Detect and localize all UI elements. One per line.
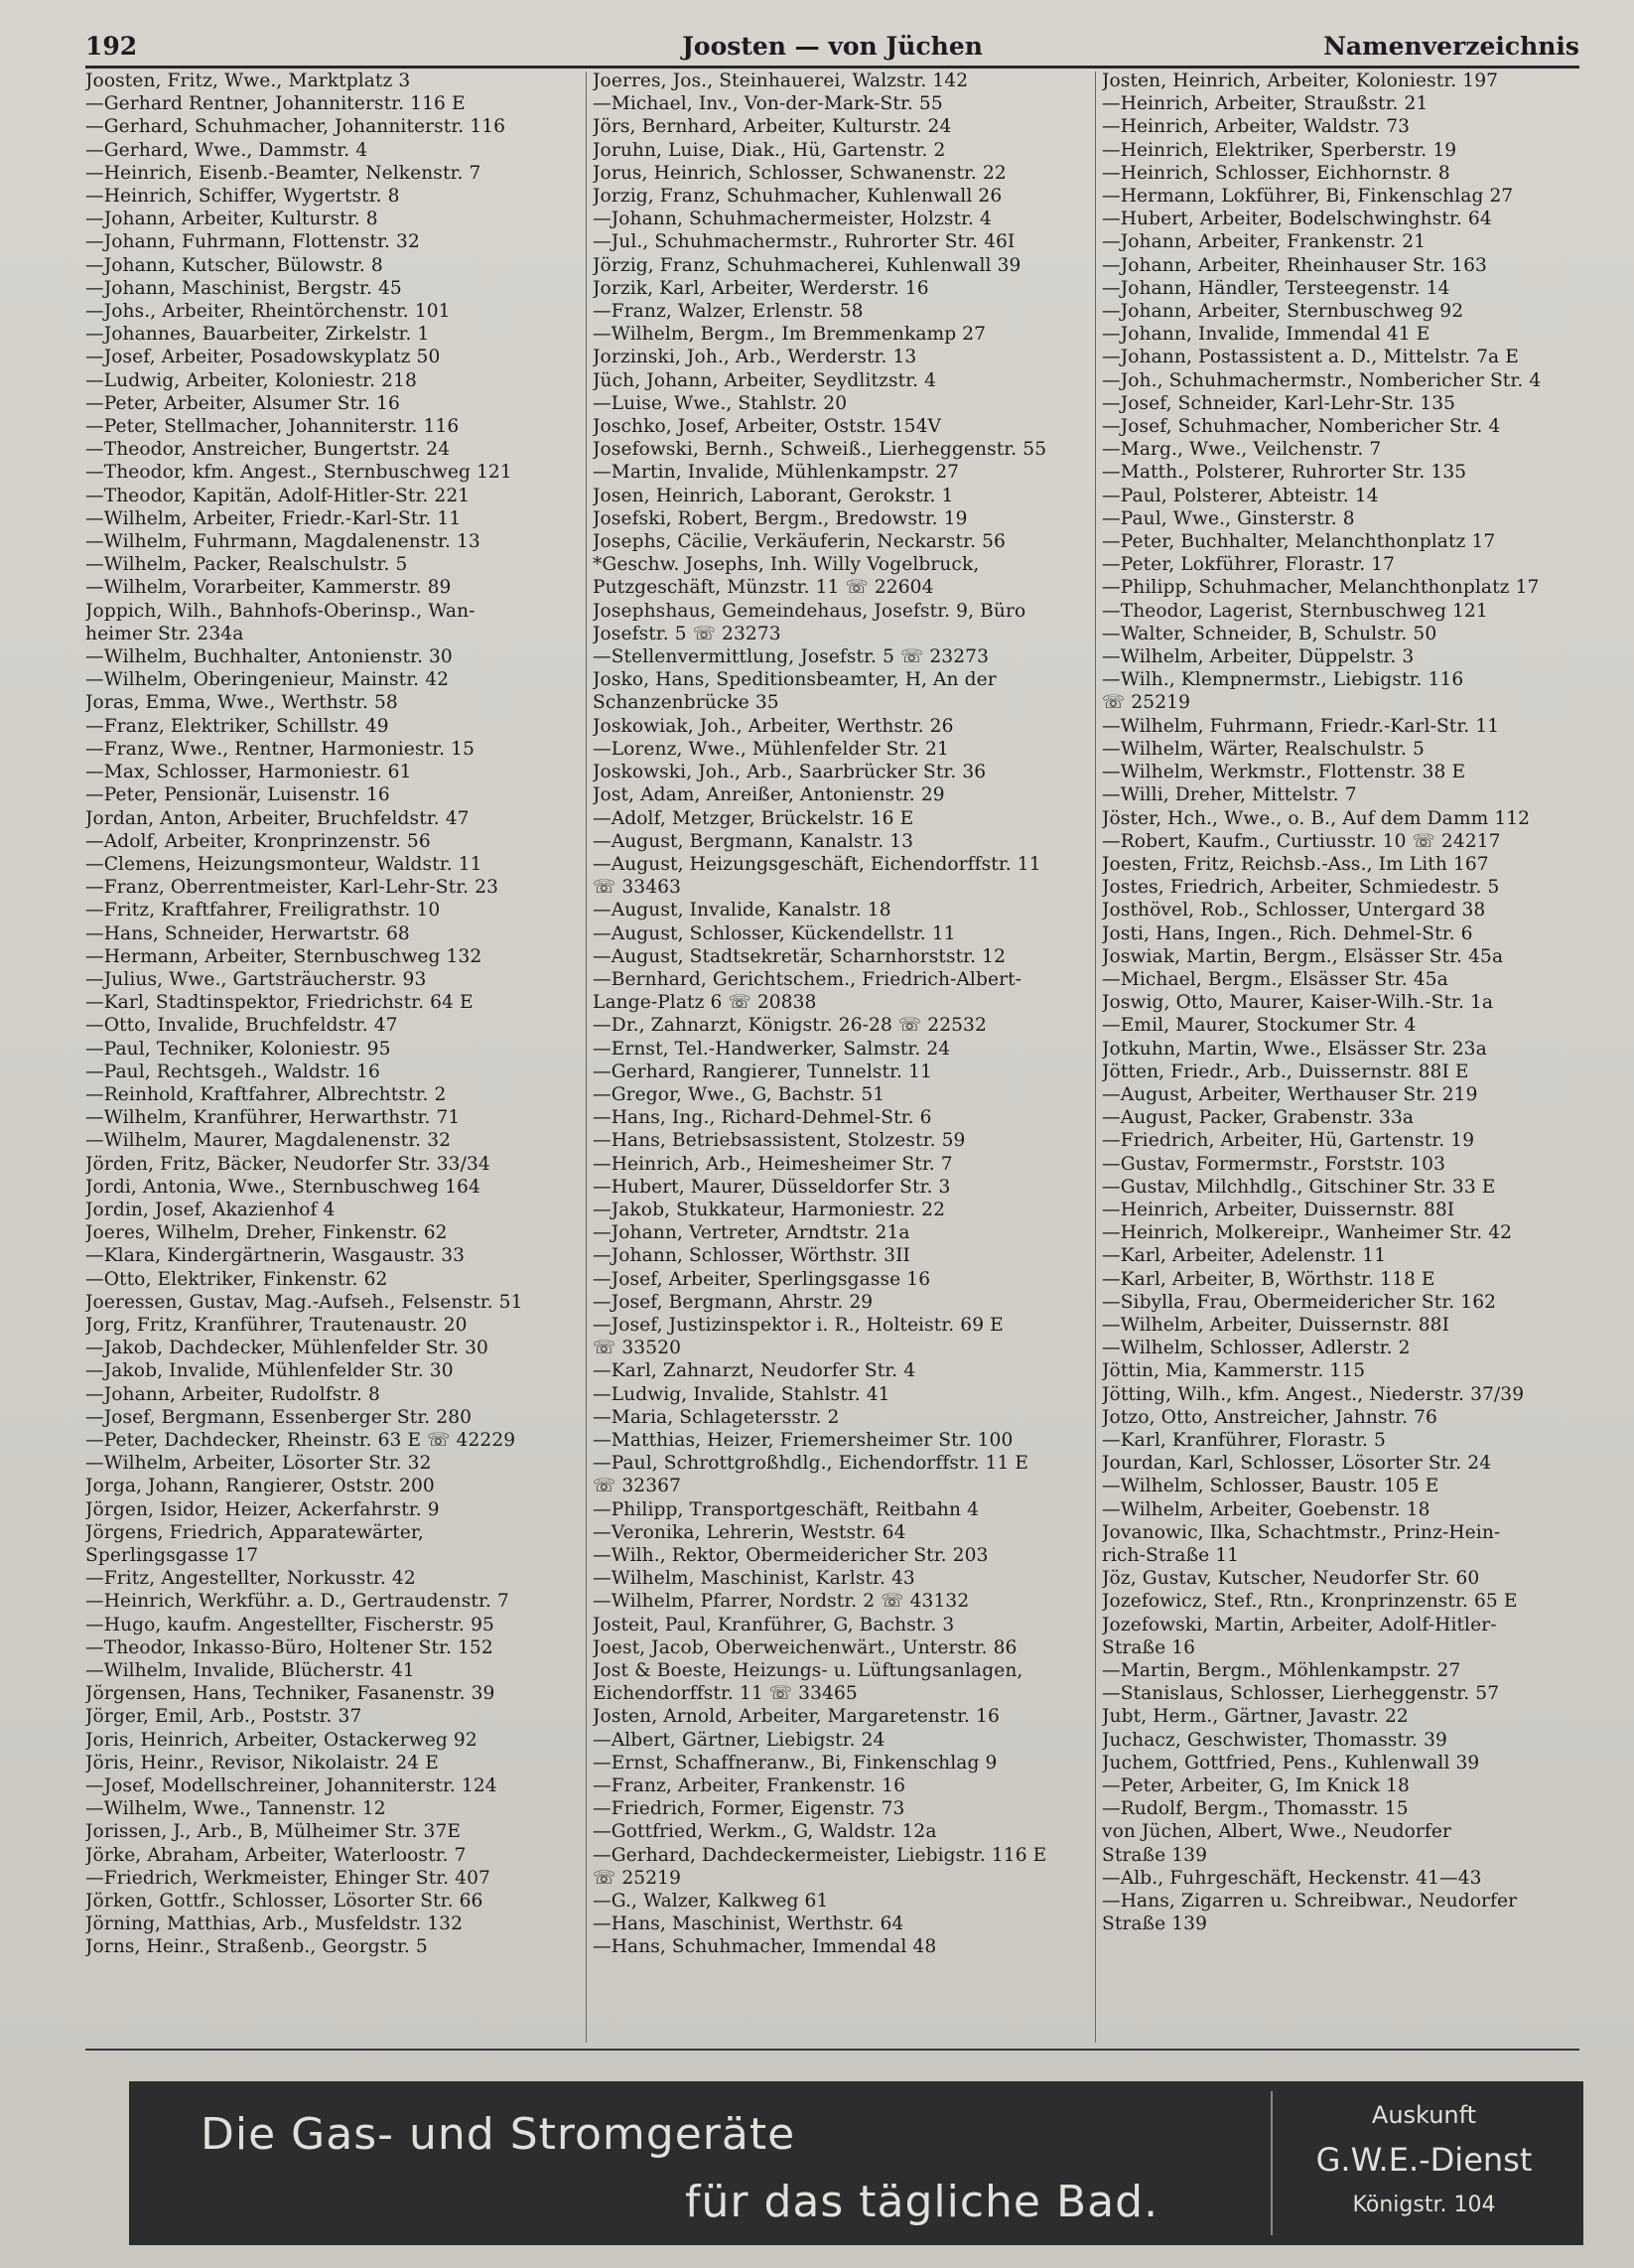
footer-rule [85, 2049, 1579, 2051]
directory-entry: —Wilhelm, Kranführer, Herwarthstr. 71 [85, 1107, 461, 1129]
directory-entry: —Wilhelm, Werkmstr., Flottenstr. 38 E [1102, 762, 1466, 783]
directory-entry: —Wilhelm, Maschinist, Karlstr. 43 [593, 1568, 915, 1590]
directory-entry: Jorzik, Karl, Arbeiter, Werderstr. 16 [593, 277, 929, 299]
directory-entry: Jorns, Heinr., Straßenb., Georgstr. 5 [85, 1936, 428, 1958]
directory-entry: —Marg., Wwe., Veilchenstr. 7 [1102, 439, 1382, 461]
directory-entry: Jörken, Gottfr., Schlosser, Lösorter Str. 66 [85, 1891, 483, 1913]
directory-entry: —Johannes, Bauarbeiter, Zirkelstr. 1 [85, 324, 430, 346]
directory-entry: —Hermann, Arbeiter, Sternbuschweg 132 [85, 945, 482, 967]
directory-entry: —Wilhelm, Arbeiter, Friedr.-Karl-Str. 11 [85, 507, 462, 529]
directory-entry: —August, Stadtsekretär, Scharnhorststr. 12 [593, 945, 1006, 967]
directory-entry: —Adolf, Arbeiter, Kronprinzenstr. 56 [85, 830, 431, 852]
directory-entry: —Heinrich, Schlosser, Eichhornstr. 8 [1102, 162, 1450, 184]
directory-entry: —Ludwig, Invalide, Stahlstr. 41 [593, 1383, 890, 1405]
directory-entry: Jubt, Herm., Gärtner, Javastr. 22 [1102, 1706, 1409, 1728]
page-header [85, 26, 1579, 64]
ad-info-name: G.W.E.-Dienst [1315, 2141, 1533, 2179]
directory-entry: ☏ 33463 [593, 877, 682, 899]
directory-entry: —Ernst, Tel.-Handwerker, Salmstr. 24 [593, 1038, 951, 1060]
directory-entry: —Heinrich, Arbeiter, Waldstr. 73 [1102, 116, 1411, 138]
directory-entry: —Josef, Bergmann, Essenberger Str. 280 [85, 1406, 473, 1428]
directory-entry: Lange-Platz 6 ☏ 20838 [593, 992, 817, 1014]
directory-entry: Jöz, Gustav, Kutscher, Neudorfer Str. 60 [1102, 1568, 1480, 1590]
directory-entry: —Peter, Arbeiter, G, Im Knick 18 [1102, 1775, 1410, 1797]
directory-entry: —Karl, Kranführer, Florastr. 5 [1102, 1429, 1386, 1451]
directory-entry: Straße 139 [1102, 1844, 1208, 1866]
directory-entry: —Franz, Wwe., Rentner, Harmoniestr. 15 [85, 738, 475, 760]
directory-entry: —Reinhold, Kraftfahrer, Albrechtstr. 2 [85, 1083, 447, 1105]
directory-entry: —Wilhelm, Schlosser, Baustr. 105 E [1102, 1476, 1439, 1497]
directory-entry: —Emil, Maurer, Stockumer Str. 4 [1102, 1015, 1417, 1037]
directory-entry: —Theodor, Anstreicher, Bungertstr. 24 [85, 439, 451, 461]
directory-entry: —Johann, Arbeiter, Kulturstr. 8 [85, 209, 378, 230]
directory-entry: —Peter, Buchhalter, Melanchthonplatz 17 [1102, 531, 1496, 553]
column-divider [1095, 71, 1096, 2043]
directory-entry: —Johann, Händler, Tersteegenstr. 14 [1102, 277, 1450, 299]
directory-entry: —Paul, Schrottgroßhdlg., Eichendorffstr. 11 E [593, 1453, 1029, 1475]
directory-entry: —Wilhelm, Arbeiter, Duissernstr. 88I [1102, 1314, 1450, 1336]
directory-entry: ☏ 33520 [593, 1338, 682, 1359]
directory-entry: —Wilhelm, Vorarbeiter, Kammerstr. 89 [85, 577, 452, 599]
directory-entry: —Jakob, Stukkateur, Harmoniestr. 22 [593, 1199, 946, 1220]
directory-entry: —Clemens, Heizungsmonteur, Waldstr. 11 [85, 853, 482, 875]
directory-entry: Josten, Heinrich, Arbeiter, Koloniestr. 197 [1102, 71, 1499, 91]
directory-entry: Jozefowski, Martin, Arbeiter, Adolf-Hitler- [1102, 1614, 1497, 1635]
directory-entry: —Martin, Invalide, Mühlenkampstr. 27 [593, 462, 960, 484]
directory-entry: —Gerhard, Dachdeckermeister, Liebigstr. 116 E [593, 1844, 1047, 1866]
directory-entry: —Sibylla, Frau, Obermeidericher Str. 162 [1102, 1291, 1497, 1313]
directory-entry: —Hans, Schuhmacher, Immendal 48 [593, 1936, 937, 1958]
directory-entry: —Wilhelm, Pfarrer, Nordstr. 2 ☏ 43132 [593, 1591, 970, 1613]
directory-entry: —Gottfried, Werkm., G, Waldstr. 12a [593, 1821, 937, 1843]
directory-entry: Joswig, Otto, Maurer, Kaiser-Wilh.-Str. 1a [1102, 992, 1494, 1014]
directory-entry: —August, Arbeiter, Werthauser Str. 219 [1102, 1083, 1478, 1105]
directory-entry: Joosten, Fritz, Wwe., Marktplatz 3 [85, 71, 411, 91]
directory-entry: —Wilhelm, Arbeiter, Lösorter Str. 32 [85, 1453, 432, 1475]
directory-entry: Josefstr. 5 ☏ 23273 [593, 623, 781, 644]
directory-entry: —Franz, Arbeiter, Frankenstr. 16 [593, 1775, 906, 1797]
directory-entry: —Johann, Maschinist, Bergstr. 45 [85, 277, 402, 299]
directory-entry: Schanzenbrücke 35 [593, 692, 779, 714]
directory-entry: —Wilhelm, Buchhalter, Antonienstr. 30 [85, 646, 453, 668]
directory-entry: Jörger, Emil, Arb., Poststr. 37 [85, 1706, 362, 1728]
directory-entry: —Michael, Inv., Von-der-Mark-Str. 55 [593, 93, 943, 115]
directory-entry: —Hugo, kaufm. Angestellter, Fischerstr. 95 [85, 1614, 494, 1635]
directory-entry: Jorga, Johann, Rangierer, Oststr. 200 [85, 1476, 435, 1497]
directory-entry: Josen, Heinrich, Laborant, Gerokstr. 1 [593, 485, 954, 506]
directory-entry: Jotkuhn, Martin, Wwe., Elsässer Str. 23a [1102, 1038, 1487, 1060]
directory-entry: Josten, Arnold, Arbeiter, Margaretenstr. 16 [593, 1706, 1000, 1728]
directory-entry: Juchacz, Geschwister, Thomasstr. 39 [1102, 1729, 1447, 1751]
directory-entry: —August, Invalide, Kanalstr. 18 [593, 900, 891, 921]
directory-entry: —Peter, Stellmacher, Johanniterstr. 116 [85, 416, 460, 438]
directory-entry: —Johann, Arbeiter, Rudolfstr. 8 [85, 1383, 380, 1405]
directory-entry: —August, Schlosser, Kückendellstr. 11 [593, 922, 956, 944]
directory-entry: —Josef, Schneider, Karl-Lehr-Str. 135 [1102, 392, 1456, 414]
directory-entry: —Wilhelm, Oberingenieur, Mainstr. 42 [85, 669, 450, 691]
directory-entry: —Karl, Zahnarzt, Neudorfer Str. 4 [593, 1360, 916, 1382]
directory-entry: —Theodor, Lagerist, Sternbuschweg 121 [1102, 600, 1488, 622]
directory-entry: —Robert, Kaufm., Curtiusstr. 10 ☏ 24217 [1102, 830, 1501, 852]
directory-entry: —Matth., Polsterer, Ruhrorter Str. 135 [1102, 462, 1467, 484]
directory-entry: Joest, Jacob, Oberweichenwärt., Unterstr. 86 [593, 1636, 1018, 1658]
page-number: 192 [85, 32, 138, 61]
directory-entry: —Franz, Walzer, Erlenstr. 58 [593, 301, 864, 323]
directory-entry: —Wilh., Rektor, Obermeidericher Str. 203 [593, 1545, 989, 1566]
directory-entry: Jörke, Abraham, Arbeiter, Waterloostr. 7 [85, 1844, 467, 1866]
directory-entry: —Ludwig, Arbeiter, Koloniestr. 218 [85, 369, 417, 391]
directory-entry: Josefski, Robert, Bergm., Bredowstr. 19 [593, 507, 968, 529]
running-title: Joosten — von Jüchen [682, 32, 983, 61]
header-rule [85, 66, 1579, 69]
directory-entry: —Gustav, Milchhdlg., Gitschiner Str. 33 E [1102, 1176, 1496, 1198]
directory-entry: Straße 139 [1102, 1914, 1208, 1935]
column-2 [593, 70, 1089, 2046]
directory-entry: —Johann, Arbeiter, Sternbuschweg 92 [1102, 301, 1464, 323]
directory-entry: —Peter, Arbeiter, Alsumer Str. 16 [85, 392, 400, 414]
directory-entry: Jordan, Anton, Arbeiter, Bruchfeldstr. 47 [85, 807, 470, 829]
directory-entry: —Johann, Vertreter, Arndtstr. 21a [593, 1222, 910, 1244]
directory-entry: —Heinrich, Werkführ. a. D., Gertraudenstr. 7 [85, 1591, 509, 1613]
directory-entry: —Wilhelm, Schlosser, Adlerstr. 2 [1102, 1338, 1411, 1359]
directory-entry: Jötting, Wilh., kfm. Angest., Niederstr. 37/39 [1102, 1383, 1525, 1405]
directory-entry: —Wilhelm, Arbeiter, Goebenstr. 18 [1102, 1498, 1430, 1520]
directory-entry: —Maria, Schlagetersstr. 2 [593, 1406, 840, 1428]
directory-entry: —Klara, Kindergärtnerin, Wasgaustr. 33 [85, 1245, 466, 1267]
directory-entry: —Veronika, Lehrerin, Weststr. 64 [593, 1521, 906, 1543]
directory-entry: —Hans, Schneider, Herwartstr. 68 [85, 922, 410, 944]
directory-entry: —Heinrich, Arbeiter, Duissernstr. 88I [1102, 1199, 1455, 1220]
directory-entry: —Johann, Fuhrmann, Flottenstr. 32 [85, 231, 420, 253]
directory-entry: —Ernst, Schaffneranw., Bi, Finkenschlag 9 [593, 1752, 998, 1773]
directory-entry: —Joh., Schuhmachermstr., Nombericher Str. 4 [1102, 369, 1542, 391]
ad-info-label: Auskunft [1371, 2101, 1477, 2129]
directory-entry: Jost, Adam, Anreißer, Antonienstr. 29 [593, 784, 945, 806]
directory-entry: —Johs., Arbeiter, Rheintörchenstr. 101 [85, 301, 451, 323]
directory-entry: —Heinrich, Molkereipr., Wanheimer Str. 42 [1102, 1222, 1513, 1244]
directory-entry: —Peter, Dachdecker, Rheinstr. 63 E ☏ 42229 [85, 1429, 516, 1451]
directory-entry: Jourdan, Karl, Schlosser, Lösorter Str. 24 [1102, 1453, 1492, 1475]
directory-entry: —Peter, Pensionär, Luisenstr. 16 [85, 784, 390, 806]
directory-entry: Josefowski, Bernh., Schweiß., Lierheggenstr. 55 [593, 439, 1047, 461]
directory-entry: *Geschw. Josephs, Inh. Willy Vogelbruck, [593, 554, 980, 576]
ad-line-1: Die Gas- und Stromgeräte [201, 2109, 796, 2160]
directory-entry: —Philipp, Transportgeschäft, Reitbahn 4 [593, 1498, 979, 1520]
directory-entry: —August, Heizungsgeschäft, Eichendorffstr. 11 [593, 853, 1041, 875]
directory-entry: —Paul, Wwe., Ginsterstr. 8 [1102, 507, 1355, 529]
directory-entry: —Paul, Rechtsgeh., Waldstr. 16 [85, 1061, 380, 1082]
directory-entry: Joschko, Josef, Arbeiter, Oststr. 154V [593, 416, 942, 438]
directory-entry: Josti, Hans, Ingen., Rich. Dehmel-Str. 6 [1102, 922, 1473, 944]
directory-entry: —Wilhelm, Packer, Realschulstr. 5 [85, 554, 408, 576]
directory-entry: —Wilhelm, Fuhrmann, Magdalenenstr. 13 [85, 531, 480, 553]
directory-entry: —August, Packer, Grabenstr. 33a [1102, 1107, 1415, 1129]
directory-entry: —Philipp, Schuhmacher, Melanchthonplatz 17 [1102, 577, 1540, 599]
directory-entry: —Lorenz, Wwe., Mühlenfelder Str. 21 [593, 738, 949, 760]
ad-line-2: für das tägliche Bad. [685, 2177, 1159, 2227]
directory-entry: Jörden, Fritz, Bäcker, Neudorfer Str. 33/34 [85, 1153, 490, 1175]
directory-entry: Straße 16 [1102, 1636, 1196, 1658]
directory-entry: —Theodor, kfm. Angest., Sternbuschweg 121 [85, 462, 512, 484]
column-3 [1102, 70, 1598, 2046]
directory-entry: Josteit, Paul, Kranführer, G, Bachstr. 3 [593, 1614, 955, 1635]
directory-entry: —Johann, Invalide, Immendal 41 E [1102, 324, 1430, 346]
directory-entry: Sperlingsgasse 17 [85, 1545, 259, 1566]
directory-entry: Jostes, Friedrich, Arbeiter, Schmiedestr. 5 [1102, 877, 1500, 899]
column-divider [586, 71, 587, 2043]
directory-entry: Joerres, Jos., Steinhauerei, Walzstr. 142 [593, 71, 969, 91]
directory-entry: —Julius, Wwe., Gartsträucherstr. 93 [85, 968, 427, 990]
directory-entry: —Martin, Bergm., Möhlenkampstr. 27 [1102, 1660, 1461, 1682]
directory-entry: —Heinrich, Schiffer, Wygertstr. 8 [85, 186, 400, 208]
directory-entry: Jotzo, Otto, Anstreicher, Jahnstr. 76 [1102, 1406, 1437, 1428]
directory-entry: —Gerhard, Wwe., Dammstr. 4 [85, 139, 368, 161]
directory-entry: —Jakob, Invalide, Mühlenfelder Str. 30 [85, 1360, 454, 1382]
directory-entry: —Hans, Betriebsassistent, Stolzestr. 59 [593, 1130, 966, 1152]
directory-entry: Jost & Boeste, Heizungs- u. Lüftungsanlagen, [593, 1660, 1023, 1682]
directory-entry: —Gerhard, Rangierer, Tunnelstr. 11 [593, 1061, 932, 1082]
directory-entry: —Albert, Gärtner, Liebigstr. 24 [593, 1729, 885, 1751]
directory-entry: Juchem, Gottfried, Pens., Kuhlenwall 39 [1102, 1752, 1480, 1773]
directory-entry: Joeressen, Gustav, Mag.-Aufseh., Felsenstr. 51 [85, 1291, 523, 1313]
directory-entry: —Franz, Elektriker, Schillstr. 49 [85, 715, 389, 737]
ad-slogan [129, 2081, 1261, 2245]
directory-entry: Joris, Heinrich, Arbeiter, Ostackerweg 92 [85, 1729, 477, 1751]
directory-entry: —Peter, Lokführer, Florastr. 17 [1102, 554, 1396, 576]
directory-entry: Joskowiak, Joh., Arbeiter, Werthstr. 26 [593, 715, 954, 737]
directory-entry: —Michael, Bergm., Elsässer Str. 45a [1102, 968, 1448, 990]
directory-entry: —Otto, Elektriker, Finkenstr. 62 [85, 1268, 388, 1290]
directory-entry: —Dr., Zahnarzt, Königstr. 26-28 ☏ 22532 [593, 1015, 987, 1037]
directory-entry: —Josef, Schuhmacher, Nombericher Str. 4 [1102, 416, 1501, 438]
directory-entry: —Wilhelm, Fuhrmann, Friedr.-Karl-Str. 11 [1102, 715, 1500, 737]
directory-entry: —Wilhelm, Bergm., Im Bremmenkamp 27 [593, 324, 987, 346]
directory-entry: Jorus, Heinrich, Schlosser, Schwanenstr. 22 [593, 162, 1007, 184]
directory-entry: —Luise, Wwe., Stahlstr. 20 [593, 392, 848, 414]
advertisement-banner [129, 2081, 1583, 2245]
directory-entry: —Max, Schlosser, Harmoniestr. 61 [85, 762, 412, 783]
directory-entry: —Wilhelm, Invalide, Blücherstr. 41 [85, 1660, 415, 1682]
directory-entry: —Friedrich, Arbeiter, Hü, Gartenstr. 19 [1102, 1130, 1475, 1152]
directory-entry: —Hubert, Maurer, Düsseldorfer Str. 3 [593, 1176, 951, 1198]
directory-entry: —Walter, Schneider, B, Schulstr. 50 [1102, 623, 1437, 644]
directory-entry: Jüch, Johann, Arbeiter, Seydlitzstr. 4 [593, 369, 937, 391]
directory-entry: —Johann, Kutscher, Bülowstr. 8 [85, 254, 383, 276]
directory-entry: —Alb., Fuhrgeschäft, Heckenstr. 41—43 [1102, 1867, 1482, 1889]
directory-entry: —Matthias, Heizer, Friemersheimer Str. 100 [593, 1429, 1014, 1451]
directory-entry: Josephs, Cäcilie, Verkäuferin, Neckarstr. 56 [593, 531, 1006, 553]
directory-entry: —Gregor, Wwe., G, Bachstr. 51 [593, 1083, 885, 1105]
directory-entry: —Gerhard, Schuhmacher, Johanniterstr. 116 [85, 116, 506, 138]
directory-entry: —Johann, Arbeiter, Rheinhauser Str. 163 [1102, 254, 1487, 276]
directory-entry: —Gerhard Rentner, Johanniterstr. 116 E [85, 93, 466, 115]
directory-entry: —Willi, Dreher, Mittelstr. 7 [1102, 784, 1357, 806]
directory-entry: —Franz, Oberrentmeister, Karl-Lehr-Str. 23 [85, 877, 499, 899]
directory-entry: —Stanislaus, Schlosser, Lierheggenstr. 57 [1102, 1683, 1500, 1705]
directory-entry: Jordi, Antonia, Wwe., Sternbuschweg 164 [85, 1176, 480, 1198]
directory-entry: —Hubert, Arbeiter, Bodelschwinghstr. 64 [1102, 209, 1492, 230]
directory-entry: Josthövel, Rob., Schlosser, Untergard 38 [1102, 900, 1486, 921]
directory-entry: Jorg, Fritz, Kranführer, Trautenaustr. 20 [85, 1314, 468, 1336]
directory-entry: —G., Walzer, Kalkweg 61 [593, 1891, 829, 1913]
directory-entry: Jorissen, J., Arb., B, Mülheimer Str. 37E [85, 1821, 462, 1843]
directory-entry: —Josef, Justizinspektor i. R., Holteistr. 69 E [593, 1314, 1004, 1336]
directory-entry: Jordin, Josef, Akazienhof 4 [85, 1199, 336, 1220]
directory-entry: Joppich, Wilh., Bahnhofs-Oberinsp., Wan- [85, 600, 476, 622]
directory-entry: —Johann, Arbeiter, Frankenstr. 21 [1102, 231, 1427, 253]
directory-entry: Jöttin, Mia, Kammerstr. 115 [1102, 1360, 1366, 1382]
directory-entry: Josephshaus, Gemeindehaus, Josefstr. 9, Büro [593, 600, 1026, 622]
directory-entry: Jörgen, Isidor, Heizer, Ackerfahrstr. 9 [85, 1498, 440, 1520]
directory-entry: —Hermann, Lokführer, Bi, Finkenschlag 27 [1102, 186, 1514, 208]
directory-entry: —Johann, Schlosser, Wörthstr. 3II [593, 1245, 910, 1267]
directory-entry: —Heinrich, Elektriker, Sperberstr. 19 [1102, 139, 1457, 161]
directory-entry: —Karl, Arbeiter, B, Wörthstr. 118 E [1102, 1268, 1435, 1290]
directory-entry: von Jüchen, Albert, Wwe., Neudorfer [1102, 1821, 1451, 1843]
directory-entry: —Theodor, Kapitän, Adolf-Hitler-Str. 221 [85, 485, 471, 506]
directory-entry: Joras, Emma, Wwe., Werthstr. 58 [85, 692, 398, 714]
directory-entry: —Stellenvermittlung, Josefstr. 5 ☏ 23273 [593, 646, 990, 668]
directory-entry: —Wilhelm, Wärter, Realschulstr. 5 [1102, 738, 1425, 760]
directory-entry: —Heinrich, Arb., Heimesheimer Str. 7 [593, 1153, 953, 1175]
directory-entry: Joeres, Wilhelm, Dreher, Finkenstr. 62 [85, 1222, 448, 1244]
directory-entry: —Heinrich, Eisenb.-Beamter, Nelkenstr. 7 [85, 162, 481, 184]
directory-entry: —Theodor, Inkasso-Büro, Holtener Str. 152 [85, 1636, 493, 1658]
directory-entry: —Karl, Arbeiter, Adelenstr. 11 [1102, 1245, 1387, 1267]
directory-entry: Joskowski, Joh., Arb., Saarbrücker Str. 36 [593, 762, 987, 783]
directory-entry: —Hans, Zigarren u. Schreibwar., Neudorfer [1102, 1891, 1518, 1913]
directory-entry: Jorzinski, Joh., Arb., Werderstr. 13 [593, 347, 917, 368]
column-1 [85, 70, 582, 2046]
directory-entry: Joruhn, Luise, Diak., Hü, Gartenstr. 2 [593, 139, 946, 161]
ad-info-box [1271, 2091, 1575, 2235]
directory-entry: —Heinrich, Arbeiter, Straußstr. 21 [1102, 93, 1429, 115]
directory-entry: —Hans, Ing., Richard-Dehmel-Str. 6 [593, 1107, 932, 1129]
directory-entry: ☏ 25219 [593, 1867, 682, 1889]
directory-entry: Jörning, Matthias, Arb., Musfeldstr. 132 [85, 1914, 464, 1935]
directory-entry: —Wilhelm, Wwe., Tannenstr. 12 [85, 1798, 386, 1820]
directory-entry: Jörzig, Franz, Schuhmacherei, Kuhlenwall 39 [593, 254, 1021, 276]
directory-entry: —Josef, Arbeiter, Sperlingsgasse 16 [593, 1268, 931, 1290]
directory-entry: —Fritz, Angestellter, Norkusstr. 42 [85, 1568, 416, 1590]
directory-entry: —Friedrich, Former, Eigenstr. 73 [593, 1798, 905, 1820]
directory-entry: Jörs, Bernhard, Arbeiter, Kulturstr. 24 [593, 116, 952, 138]
ad-info-address: Königstr. 104 [1352, 2193, 1496, 2217]
directory-entry: —Johann, Schuhmachermeister, Holzstr. 4 [593, 209, 992, 230]
directory-entry: —Friedrich, Werkmeister, Ehinger Str. 407 [85, 1867, 490, 1889]
directory-entry: Josko, Hans, Speditionsbeamter, H, An der [593, 669, 997, 691]
directory-entry: Jörgensen, Hans, Techniker, Fasanenstr. 39 [85, 1683, 495, 1705]
directory-entry: Jöster, Hch., Wwe., o. B., Auf dem Damm 112 [1102, 807, 1531, 829]
directory-entry: ☏ 32367 [593, 1476, 682, 1497]
directory-entry: Joswiak, Martin, Bergm., Elsässer Str. 45a [1102, 945, 1504, 967]
directory-entry: Jörgens, Friedrich, Apparatewärter, [85, 1521, 424, 1543]
directory-entry: —Josef, Modellschreiner, Johanniterstr. 124 [85, 1775, 497, 1797]
directory-entry: —Gustav, Formermstr., Forststr. 103 [1102, 1153, 1446, 1175]
directory-entry: —Josef, Arbeiter, Posadowskyplatz 50 [85, 347, 441, 368]
directory-entry: Jozefowicz, Stef., Rtn., Kronprinzenstr. 65 E [1102, 1591, 1518, 1613]
directory-entry: heimer Str. 234a [85, 623, 244, 644]
section-title: Namenverzeichnis [1323, 32, 1579, 61]
directory-entry: Putzgeschäft, Münzstr. 11 ☏ 22604 [593, 577, 934, 599]
directory-entry: Joesten, Fritz, Reichsb.-Ass., Im Lith 167 [1102, 853, 1489, 875]
directory-entry: —Paul, Techniker, Koloniestr. 95 [85, 1038, 391, 1060]
directory-entry: —Fritz, Kraftfahrer, Freiligrathstr. 10 [85, 900, 441, 921]
directory-entry: —Josef, Bergmann, Ahrstr. 29 [593, 1291, 874, 1313]
directory-entry: —Wilhelm, Maurer, Magdalenenstr. 32 [85, 1130, 452, 1152]
directory-entry: Jöris, Heinr., Revisor, Nikolaistr. 24 E [85, 1752, 439, 1773]
directory-entry: Jovanowic, Ilka, Schachtmstr., Prinz-Hein- [1102, 1521, 1501, 1543]
directory-entry: —Bernhard, Gerichtschem., Friedrich-Albert- [593, 968, 1022, 990]
directory-entry: rich-Straße 11 [1102, 1545, 1240, 1566]
directory-entry: —Paul, Polsterer, Abteistr. 14 [1102, 485, 1379, 506]
directory-entry: —Otto, Invalide, Bruchfeldstr. 47 [85, 1015, 398, 1037]
directory-entry: —Adolf, Metzger, Brückelstr. 16 E [593, 807, 914, 829]
directory-entry: —Jakob, Dachdecker, Mühlenfelder Str. 30 [85, 1338, 488, 1359]
directory-entry: —Hans, Maschinist, Werthstr. 64 [593, 1914, 904, 1935]
directory-entry: —August, Bergmann, Kanalstr. 13 [593, 830, 914, 852]
directory-entry: ☏ 25219 [1102, 692, 1191, 714]
directory-entry: Jorzig, Franz, Schuhmacher, Kuhlenwall 26 [593, 186, 1003, 208]
directory-entry: —Karl, Stadtinspektor, Friedrichstr. 64 E [85, 992, 474, 1014]
directory-entry: —Johann, Postassistent a. D., Mittelstr. 7a E [1102, 347, 1519, 368]
directory-entry: —Rudolf, Bergm., Thomasstr. 15 [1102, 1798, 1409, 1820]
directory-entry: Eichendorffstr. 11 ☏ 33465 [593, 1683, 858, 1705]
directory-entry: —Wilh., Klempnermstr., Liebigstr. 116 [1102, 669, 1464, 691]
directory-entry: Jötten, Friedr., Arb., Duissernstr. 88I E [1102, 1061, 1469, 1082]
directory-entry: —Wilhelm, Arbeiter, Düppelstr. 3 [1102, 646, 1415, 668]
directory-entry: —Jul., Schuhmachermstr., Ruhrorter Str. 46I [593, 231, 1016, 253]
